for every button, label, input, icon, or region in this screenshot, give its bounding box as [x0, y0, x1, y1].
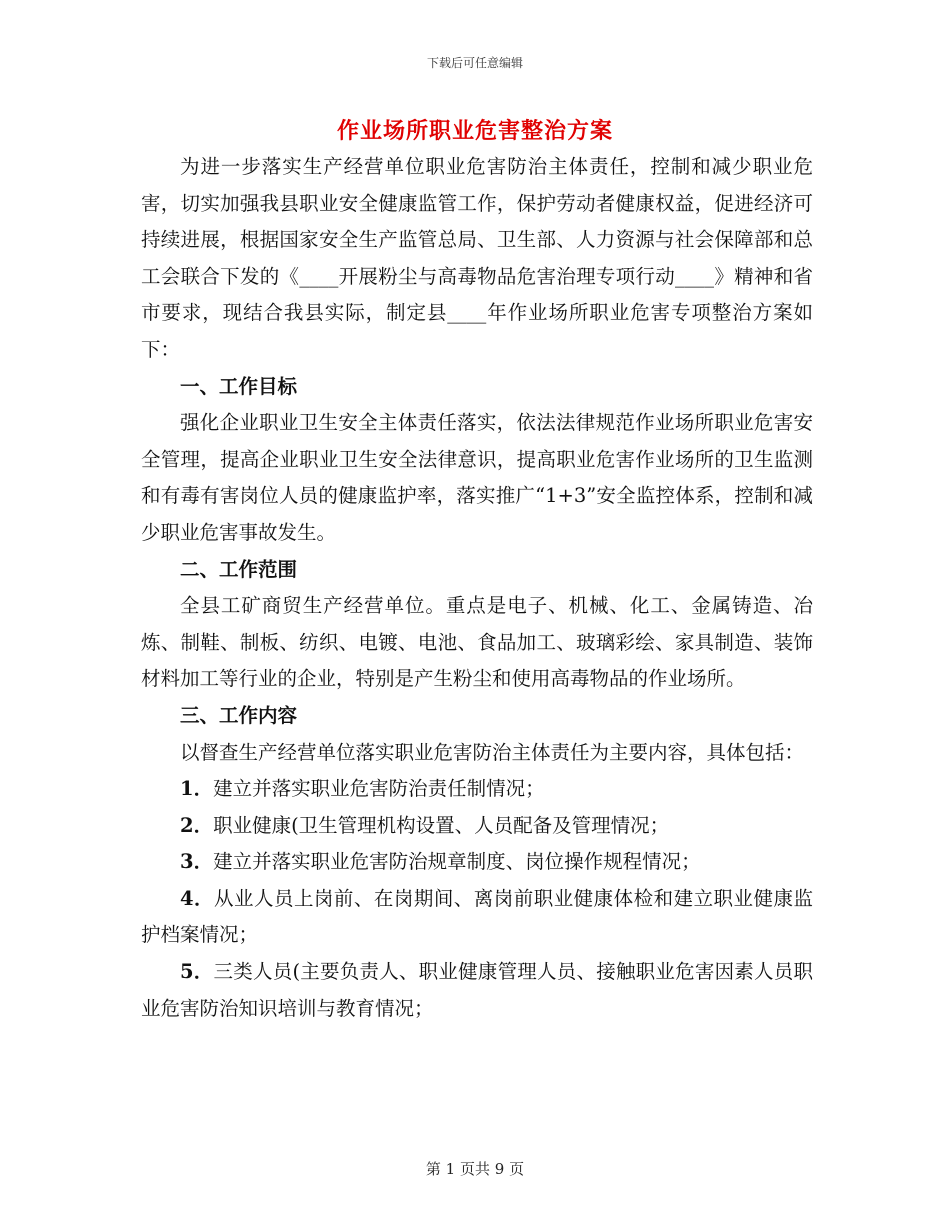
list-item-text: 建立并落实职业危害防治规章制度、岗位操作规程情况； [213, 850, 701, 874]
list-item [141, 771, 813, 808]
document-body [141, 149, 813, 1027]
section-heading-goals: 一、工作目标 [180, 374, 298, 398]
list-item [141, 844, 813, 881]
document-title: 作业场所职业危害整治方案 [336, 118, 613, 144]
list-item [141, 881, 813, 954]
intro-paragraph: 为进一步落实生产经营单位职业危害防治主体责任，控制和减少职业危害，切实加强我县职业安全健康监管工作，保护劳动者健康权益，促进经济可持续进展，根据国家安全生产监管总局、卫生部、人力资源与社会保障部和总工会联合下发的《____开展粉尘与高毒物品危害治理专项行动____》精神和省市要求，现结合我县实际，制定县____年作业场所职业危害专项整治方案如下： [141, 155, 813, 361]
header-note: 下载后可任意编辑 [426, 56, 523, 70]
section-heading-scope: 二、工作范围 [180, 557, 298, 581]
section-body-goals: 强化企业职业卫生安全主体责任落实，依法法律规范作业场所职业危害安全管理，提高企业职业卫生安全法律意识，提高职业危害作业场所的卫生监测和有毒有害岗位人员的健康监护率，落实推广“1+3”安全监控体系，控制和减少职业危害事故发生。 [141, 411, 813, 544]
page-number-footer: 第 1 页共 9 页 [425, 1160, 525, 1178]
list-item-number: 4． [180, 886, 215, 910]
list-item-text: 三类人员(主要负责人、职业健康管理人员、接触职业危害因素人员职业危害防治知识培训与教育情况； [141, 960, 813, 1020]
list-item-text: 职业健康(卫生管理机构设置、人员配备及管理情况； [213, 813, 670, 837]
list-item-number: 1． [180, 777, 214, 801]
list-item-text: 建立并落实职业危害防治责任制情况； [213, 777, 545, 801]
list-item-number: 3． [180, 850, 214, 874]
list-item-number: 5． [180, 960, 214, 984]
list-item-text: 从业人员上岗前、在岗期间、离岗前职业健康体检和建立职业健康监护档案情况； [141, 886, 813, 947]
list-item [141, 808, 813, 845]
section-heading-content: 三、工作内容 [180, 703, 298, 727]
list-item-number: 2． [180, 813, 214, 837]
section-body-scope: 全县工矿商贸生产经营单位。重点是电子、机械、化工、金属铸造、冶炼、制鞋、制板、纺织、电镀、电池、食品加工、玻璃彩绘、家具制造、装饰材料加工等行业的企业，特别是产生粉尘和使用高毒物品的作业场所。 [141, 594, 813, 691]
list-item [141, 954, 813, 1027]
section-body-content: 以督查生产经营单位落实职业危害防治主体责任为主要内容，具体包括： [180, 740, 805, 764]
